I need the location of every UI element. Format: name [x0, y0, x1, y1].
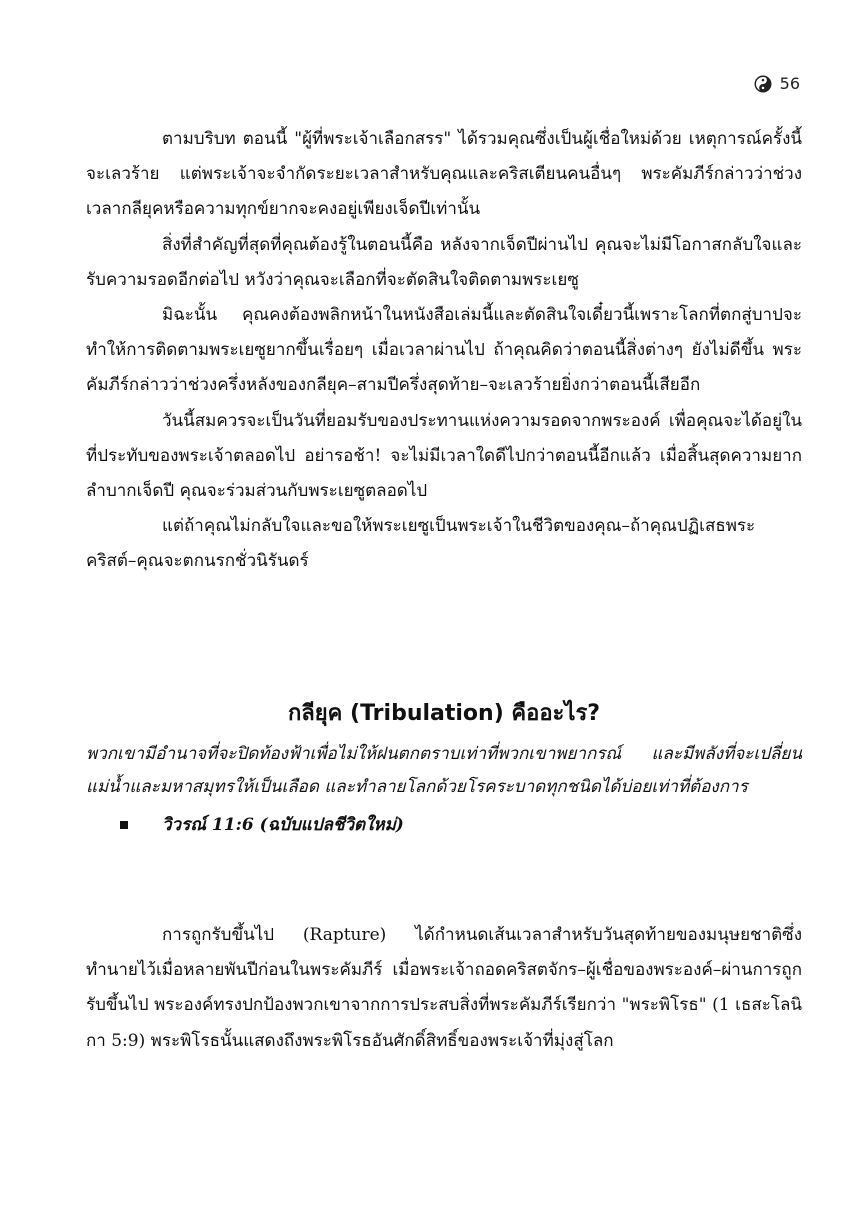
paragraph-3: มิฉะนั้น คุณคงต้องพลิกหน้าในหนังสือเล่มนี้และตัดสินใจเดี๋ยวนี้เพราะโลกที่ตกสู่บาปจะทำให้การติดตามพระเยซูยากขึ้นเรื่อยๆ เมื่อเวลาผ่านไป ถ้าคุณคิดว่าตอนนี้สิ่งต่างๆ ยังไม่ดีขึ้น พระคัมภีร์กล่าวว่าช่วงครึ่งหลังของกลียุค–สามปีครึ่งสุดท้าย–จะเลวร้ายยิ่งกว่าตอนนี้เสียอีก	[86, 305, 802, 396]
page-number: 56	[779, 74, 800, 93]
section-block	[86, 696, 802, 840]
scripture-citation	[86, 810, 802, 840]
paragraph-1: ตามบริบท ตอนนี้ "ผู้ที่พระเจ้าเลือกสรร" ได้รวมคุณซึ่งเป็นผู้เชื่อใหม่ด้วย เหตุการณ์ครั้งนี้จะเลวร้าย แต่พระเจ้าจะจำกัดระยะเวลาสำหรับคุณและคริสเตียนคนอื่นๆ พระคัมภีร์กล่าวว่าช่วงเวลากลียุคหรือความทุกข์ยากจะคงอยู่เพียงเจ็ดปีเท่านั้น	[86, 129, 802, 220]
square-bullet-icon	[120, 821, 128, 829]
paragraph-4: วันนี้สมควรจะเป็นวันที่ยอมรับของประทานแห่งความรอดจากพระองค์ เพื่อคุณจะได้อยู่ในที่ประทับของพระเจ้าตลอดไป อย่ารอช้า! จะไม่มีเวลาใดดีไปกว่าตอนนี้อีกแล้ว เมื่อสิ้นสุดความยากลำบากเจ็ดปี คุณจะร่วมส่วนกับพระเยซูตลอดไป	[86, 410, 802, 502]
paragraph-2: สิ่งที่สำคัญที่สุดที่คุณต้องรู้ในตอนนี้คือ หลังจากเจ็ดปีผ่านไป คุณจะไม่มีโอกาสกลับใจและรับความรอดอีกต่อไป หวังว่าคุณจะเลือกที่จะตัดสินใจติดตามพระเยซู	[86, 234, 802, 290]
body-text	[86, 122, 802, 580]
section-heading: กลียุค (Tribulation) คืออะไร?	[287, 701, 601, 726]
scripture-quote: พวกเขามีอำนาจที่จะปิดท้องฟ้าเพื่อไม่ให้ฝนตกตราบเท่าที่พวกเขาพยากรณ์ และมีพลังที่จะเปลี่ยนแม่น้ำและมหาสมุทรให้เป็นเลือด และทำลายโลกด้วยโรคระบาดทุกชนิดได้บ่อยเท่าที่ต้องการ	[86, 744, 802, 797]
citation-text: วิวรณ์ 11:6 (ฉบับแปลชีวิตใหม่)	[162, 815, 404, 835]
page-number-block	[754, 74, 800, 93]
yin-yang-icon	[754, 75, 772, 93]
paragraph-6: การถูกรับขึ้นไป (Rapture) ได้กำหนดเส้นเวลาสำหรับวันสุดท้ายของมนุษยชาติซึ่งทำนายไว้เมื่อหลายพันปีก่อนในพระคัมภีร์ เมื่อพระเจ้าถอดคริสตจักร–ผู้เชื่อของพระองค์–ผ่านการถูกรับขึ้นไป พระองค์ทรงปกป้องพวกเขาจากการประสบสิ่งที่พระคัมภีร์เรียกว่า "พระพิโรธ" (1 เธสะโลนิกา 5:9) พระพิโรธนั้นแสดงถึงพระพิโรธอันศักดิ์สิทธิ์ของพระเจ้าที่มุ่งสู่โลก	[86, 925, 802, 1051]
paragraph-5: แต่ถ้าคุณไม่กลับใจและขอให้พระเยซูเป็นพระเจ้าในชีวิตของคุณ–ถ้าคุณปฏิเสธพระคริสต์–คุณจะตกนรกชั่วนิรันดร์	[86, 516, 756, 572]
closing-text	[86, 918, 802, 1059]
